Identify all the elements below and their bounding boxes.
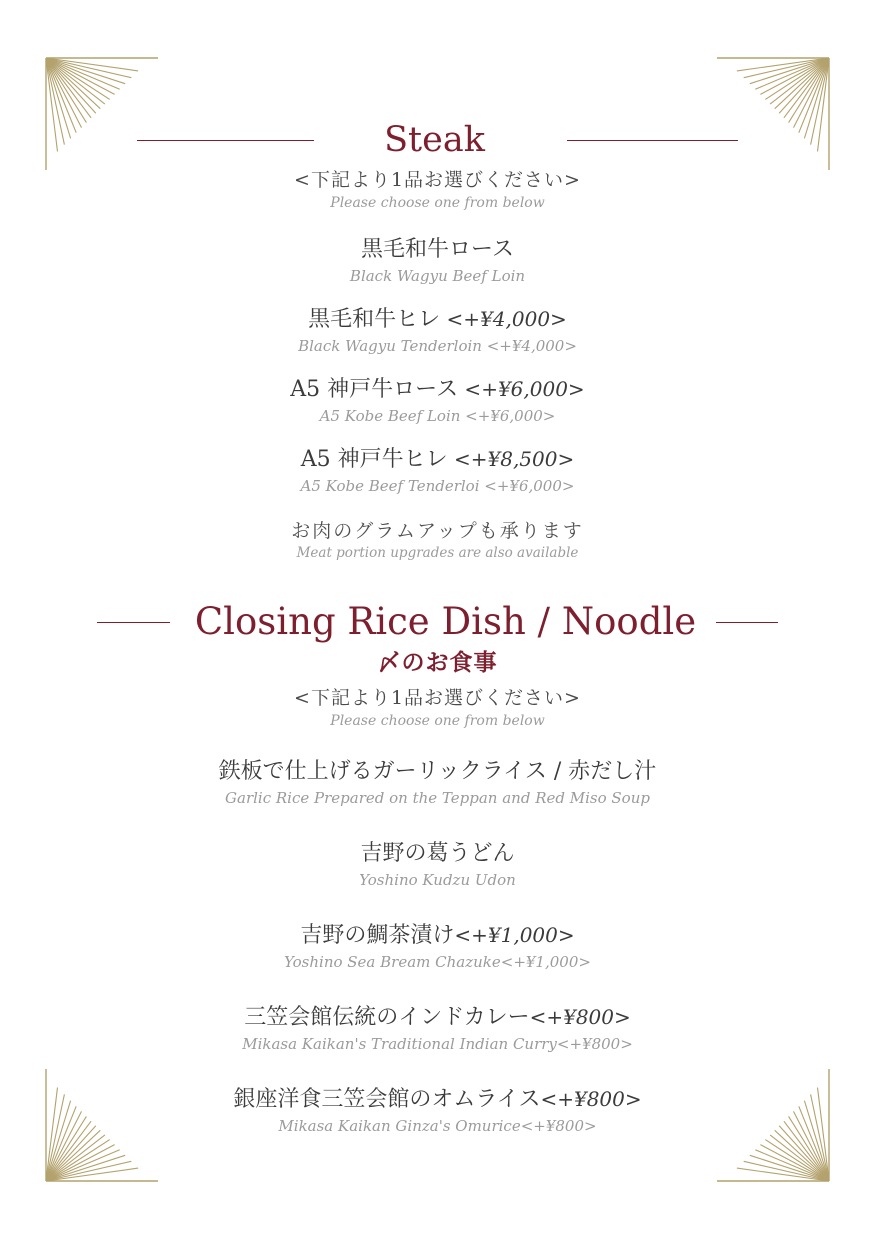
menu-item-jp-text: 吉野の葛うどん [360,841,515,866]
menu-item-jp-text: 銀座洋食三笠会館のオムライス [233,1087,541,1112]
upgrade-note-jp: お肉のグラムアップも承ります [291,520,584,542]
section-subtitle-jp: 〆のお食事 [377,649,498,676]
menu-item-price: <+¥1,000> [454,923,575,947]
choose-note-en: Please choose one from below [330,713,545,729]
menu-item-price: <+¥4,000> [440,307,567,331]
menu-item [0,304,875,356]
menu-item-name-en: Mikasa Kaikan Ginza's Omurice<+¥800> [278,1117,597,1135]
section-header [0,598,875,646]
menu-item [0,920,875,972]
menu-item-name-jp [0,444,875,475]
section-title: Closing Rice Dish / Noodle [194,600,697,643]
menu-item-name-en: A5 Kobe Beef Loin <+¥6,000> [319,407,556,425]
choose-note-jp: <下記より1品お選びください> [294,687,581,709]
menu-item-jp-text: A5 神戸牛ヒレ [300,447,448,472]
menu-item-name-en: Mikasa Kaikan's Traditional Indian Curry<+¥800> [242,1035,633,1053]
section-header [0,118,875,162]
menu-item-price: <+¥8,500> [447,447,575,471]
menu-item-name-en: Black Wagyu Tenderloin <+¥4,000> [298,337,577,355]
menu-item-price: <+¥800> [540,1087,642,1111]
menu-item [0,1084,875,1136]
choose-note-jp: <下記より1品お選びください> [294,169,581,191]
menu-item-name-jp [0,374,875,405]
menu-item-name-en: Yoshino Kudzu Udon [359,871,516,889]
menu-item-jp-text: 吉野の鯛茶漬け [300,923,455,948]
menu-item [0,444,875,496]
menu-item-name-jp [0,1002,875,1033]
menu-item-name-en: Garlic Rice Prepared on the Teppan and Red Miso Soup [225,789,650,807]
menu-item [0,1002,875,1054]
menu-item-jp-text: 黒毛和牛ヒレ [308,307,441,332]
menu-item-name-jp [0,920,875,951]
menu-item [0,838,875,890]
section-steak [0,118,875,562]
header-rule-left [137,140,314,141]
header-rule-left [97,622,170,623]
menu-item [0,234,875,286]
menu-item-jp-text: 鉄板で仕上げるガーリックライス / 赤だし汁 [218,759,657,784]
menu-item [0,756,875,808]
menu-item-name-jp [0,234,875,265]
menu-item-name-en: Yoshino Sea Bream Chazuke<+¥1,000> [284,953,591,971]
menu-item-name-jp [0,838,875,869]
menu-item-price: <+¥800> [529,1005,631,1029]
section-title: Steak [384,120,485,160]
menu-item-name-jp [0,756,875,787]
choose-note-en: Please choose one from below [330,195,545,211]
menu-item-price: <+¥6,000> [458,377,585,401]
menu-item-jp-text: 黒毛和牛ロース [361,237,514,262]
menu-item-jp-text: 三笠会館伝統のインドカレー [244,1005,530,1030]
menu-item [0,374,875,426]
section-closing-rice-noodle [0,598,875,1136]
header-rule-right [716,622,778,623]
menu-item-name-en: A5 Kobe Beef Tenderloi <+¥6,000> [300,477,575,495]
menu-item-name-jp [0,1084,875,1115]
upgrade-note-en: Meat portion upgrades are also available [296,545,579,561]
header-rule-right [567,140,738,141]
menu-item-name-en: Black Wagyu Beef Loin [349,267,526,285]
menu-item-name-jp [0,304,875,335]
menu-item-jp-text: A5 神戸牛ロース [290,377,459,402]
